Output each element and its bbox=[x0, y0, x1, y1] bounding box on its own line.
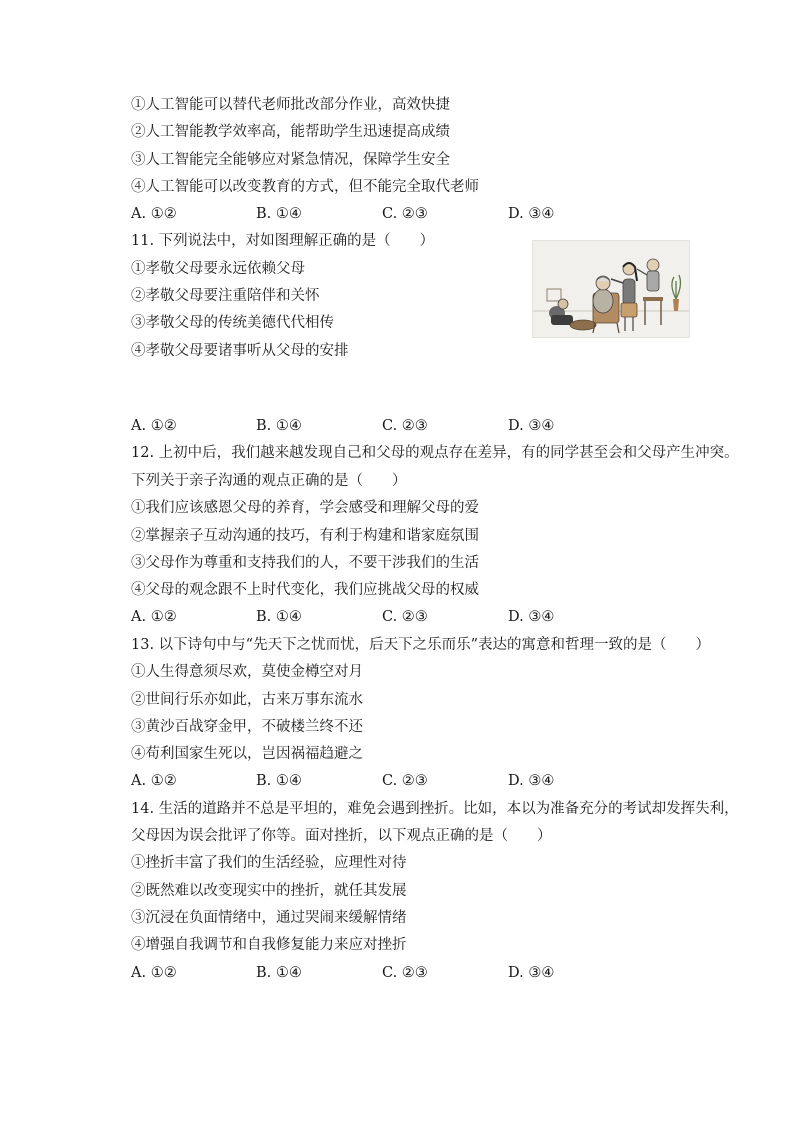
q11-option-d[interactable]: D. ③④ bbox=[508, 418, 555, 434]
q12-item-1: ①我们应该感恩父母的养育，学会感受和理解父母的爱 bbox=[131, 500, 479, 516]
q10-item-2: ②人工智能教学效率高，能帮助学生迅速提高成绩 bbox=[131, 124, 450, 140]
q12-item-4: ④父母的观念跟不上时代变化，我们应挑战父母的权威 bbox=[131, 582, 479, 598]
q12-option-d[interactable]: D. ③④ bbox=[508, 609, 555, 625]
q11-stem: 11. 下列说法中，对如图理解正确的是（ ） bbox=[131, 233, 435, 249]
q12-option-a[interactable]: A. ①② bbox=[131, 609, 177, 625]
q10-item-3: ③人工智能完全能够应对紧急情况，保障学生安全 bbox=[131, 152, 450, 168]
q13-item-3: ③黄沙百战穿金甲，不破楼兰终不还 bbox=[131, 719, 363, 735]
q10-item-1: ①人工智能可以替代老师批改部分作业，高效快捷 bbox=[131, 97, 450, 113]
q11-option-b[interactable]: B. ①④ bbox=[256, 418, 302, 434]
q12-option-b[interactable]: B. ①④ bbox=[256, 609, 302, 625]
q11-item-4: ④孝敬父母要诸事听从父母的安排 bbox=[131, 343, 349, 359]
q13-item-1: ①人生得意须尽欢，莫使金樽空对月 bbox=[131, 664, 363, 680]
q13-option-b[interactable]: B. ①④ bbox=[256, 773, 302, 789]
q10-option-d[interactable]: D. ③④ bbox=[508, 206, 555, 222]
q10-option-a[interactable]: A. ①② bbox=[131, 206, 177, 222]
q11-item-3: ③孝敬父母的传统美德代代相传 bbox=[131, 315, 334, 331]
q14-item-3: ③沉浸在负面情绪中，通过哭闹来缓解情绪 bbox=[131, 910, 407, 926]
q14-options bbox=[131, 963, 651, 983]
q14-option-b[interactable]: B. ①④ bbox=[256, 965, 302, 981]
q12-item-2: ②掌握亲子互动沟通的技巧，有利于构建和谐家庭氛围 bbox=[131, 528, 479, 544]
q14-option-c[interactable]: C. ②③ bbox=[382, 965, 428, 981]
q14-item-4: ④增强自我调节和自我修复能力来应对挫折 bbox=[131, 937, 407, 953]
q11-item-2: ②孝敬父母要注重陪伴和关怀 bbox=[131, 288, 320, 304]
q13-item-2: ②世间行乐亦如此，古来万事东流水 bbox=[131, 692, 363, 708]
q12-stem-line-1: 12. 上初中后，我们越来越发现自己和父母的观点存在差异，有的同学甚至会和父母产生冲突。 bbox=[131, 445, 739, 461]
q11-options bbox=[131, 416, 651, 436]
q11-option-a[interactable]: A. ①② bbox=[131, 418, 177, 434]
q14-stem-line-2: 父母因为误会批评了你等。面对挫折，以下观点正确的是（ ） bbox=[131, 828, 552, 844]
q10-option-c[interactable]: C. ②③ bbox=[382, 206, 428, 222]
q13-options bbox=[131, 771, 651, 791]
q13-option-a[interactable]: A. ①② bbox=[131, 773, 177, 789]
q11-item-1: ①孝敬父母要永远依赖父母 bbox=[131, 261, 305, 277]
q10-option-b[interactable]: B. ①④ bbox=[256, 206, 302, 222]
q12-options bbox=[131, 607, 651, 627]
q14-stem-line-1: 14. 生活的道路并不总是平坦的，难免会遇到挫折。比如，本以为准备充分的考试却发挥失利， bbox=[131, 801, 739, 817]
q13-option-d[interactable]: D. ③④ bbox=[508, 773, 555, 789]
q10-item-4: ④人工智能可以改变教育的方式，但不能完全取代老师 bbox=[131, 179, 479, 195]
q11-option-c[interactable]: C. ②③ bbox=[382, 418, 428, 434]
q13-item-4: ④苟利国家生死以，岂因祸福趋避之 bbox=[131, 746, 363, 762]
q13-stem: 13. 以下诗句中与“先天下之忧而忧，后天下之乐而乐”表达的寓意和哲理一致的是（ ） bbox=[131, 637, 710, 653]
filial-piety-illustration bbox=[532, 240, 690, 338]
q13-option-c[interactable]: C. ②③ bbox=[382, 773, 428, 789]
q12-option-c[interactable]: C. ②③ bbox=[382, 609, 428, 625]
q14-item-1: ①挫折丰富了我们的生活经验，应理性对待 bbox=[131, 855, 407, 871]
q12-item-3: ③父母作为尊重和支持我们的人，不要干涉我们的生活 bbox=[131, 555, 479, 571]
q12-stem-line-2: 下列关于亲子沟通的观点正确的是（ ） bbox=[131, 473, 407, 489]
q10-options bbox=[131, 204, 651, 224]
q14-item-2: ②既然难以改变现实中的挫折，就任其发展 bbox=[131, 883, 407, 899]
q14-option-a[interactable]: A. ①② bbox=[131, 965, 177, 981]
q14-option-d[interactable]: D. ③④ bbox=[508, 965, 555, 981]
